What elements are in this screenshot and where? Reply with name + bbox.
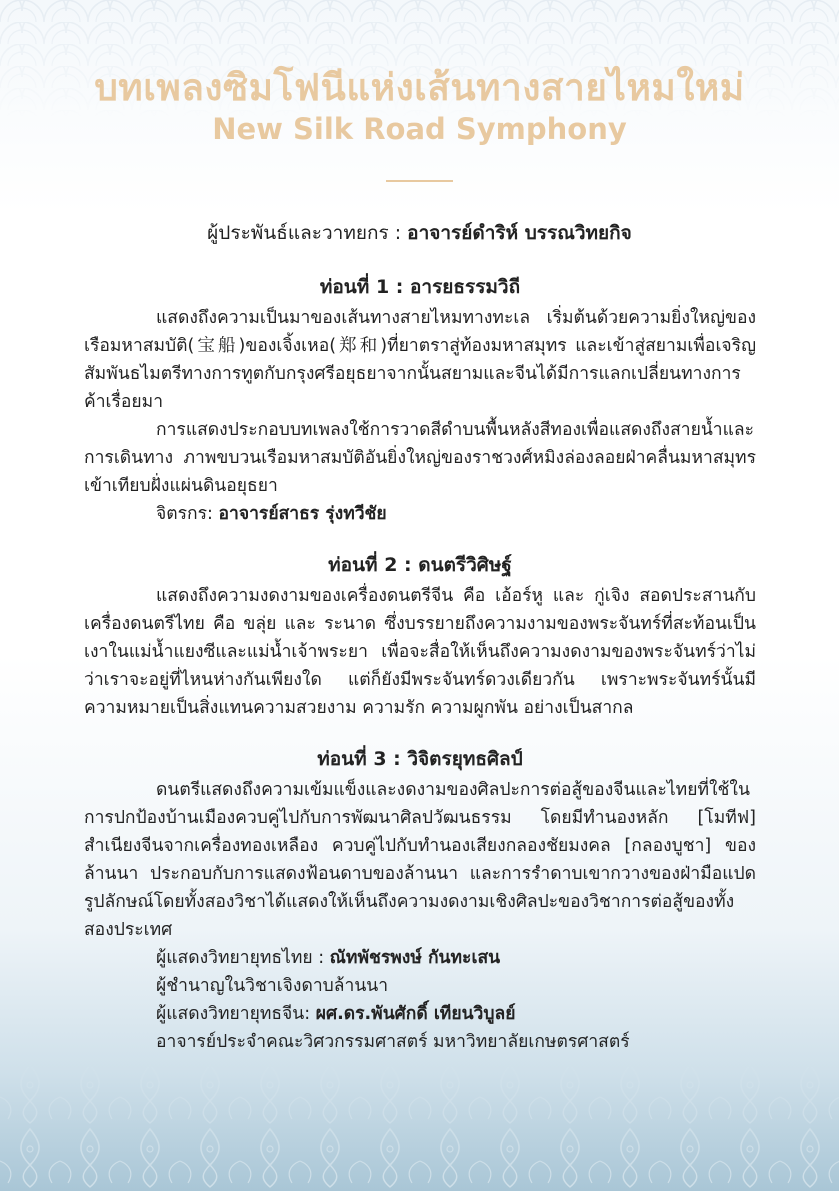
credit-name: ณัทพัชรพงษ์ กันทะเสน — [329, 948, 501, 968]
section-paragraph: ดนตรีแสดงถึงความเข้มแข็งและงดงามของศิลปะการต่อสู้ของจีนและไทยที่ใช้ในการปกป้องบ้านเมืองควบคู่ไปกับการพัฒนาศิลปวัฒนธรรม โดยมีทำนองหลัก [โมทีฟ] สำเนียงจีนจากเครื่องทองเหลือง ควบคู่ไปกับทำนองเสียงกลองชัยมงคล [กลองบูชา] ของล้านนา ประกอบกับการแสดงฟ้อนดาบของล้านนา และการรำดาบเขากวางของฝ่ามือแปดรูปลักษณ์โดยทั้งสองวิชาได้แสดงให้เห็นถึงความงดงามเชิงศิลปะของวิชาการต่อสู้ของทั้งสองประเทศ — [84, 780, 756, 940]
section-title: ท่อนที่ 2 : ดนตรีวิศิษฐ์ — [328, 554, 512, 576]
page-title-thai: บทเพลงซิมโฟนีแห่งเส้นทางสายไหมใหม่ — [94, 66, 745, 109]
section-title: ท่อนที่ 3 : วิจิตรยุทธศิลป์ — [317, 748, 523, 770]
thai-ornament-pattern-bottom — [0, 1061, 839, 1191]
page-title-english: New Silk Road Symphony — [212, 112, 627, 146]
credit-line — [84, 500, 756, 528]
credit-line — [84, 1028, 756, 1056]
section-title: ท่อนที่ 1 : อารยธรรมวิถี — [319, 276, 521, 298]
credit-label: ผู้ชำนาญในวิชาเจิงดาบล้านนา — [156, 976, 389, 996]
composer-label: ผู้ประพันธ์และวาทยกร : — [207, 222, 402, 244]
credit-label: จิตรกร: — [156, 504, 213, 524]
composer-name: อาจารย์ดำริห์ บรรณวิทยกิจ — [407, 222, 632, 244]
section-paragraph: การแสดงประกอบบทเพลงใช้การวาดสีดำบนพื้นหลังสีทองเพื่อแสดงถึงสายน้ำและการเดินทาง ภาพขบวนเรือมหาสมบัติอันยิ่งใหญ่ของราชวงศ์หมิงล่องลอยฝ่าคลื่นมหาสมุทรเข้าเทียบฝั่งแผ่นดินอยุธยา — [84, 420, 756, 496]
section-paragraph: แสดงถึงความเป็นมาของเส้นทางสายไหมทางทะเล เริ่มต้นด้วยความยิ่งใหญ่ของเรือมหาสมบัติ(宝船)ของเจิ้งเหอ(郑和)ที่ยาตราสู่ท้องมหาสมุทร และเข้าสู่สยามเพื่อเจริญสัมพันธไมตรีทางการทูตกับกรุงศรีอยุธยาจากนั้นสยามและจีนได้มีการแลกเปลี่ยนทางการค้าเรื่อยมา — [84, 308, 756, 412]
title-divider — [386, 180, 453, 182]
section-3 — [84, 742, 756, 1056]
credit-line — [84, 972, 756, 1000]
credit-name: ผศ.ดร.พันศักดิ์ เทียนวิบูลย์ — [315, 1004, 516, 1024]
credit-label: ผู้แสดงวิทยายุทธจีน: — [156, 1004, 311, 1024]
composer-line — [0, 218, 839, 248]
section-paragraph: แสดงถึงความงดงามของเครื่องดนตรีจีน คือ เอ้อร์หู และ กู่เจิง สอดประสานกับเครื่องดนตรีไทย คือ ขลุ่ย และ ระนาด ซึ่งบรรยายถึงความงามของพระจันทร์ที่สะท้อนเป็นเงาในแม่น้ำแยงซีและแม่น้ำเจ้าพระยา เพื่อจะสื่อให้เห็นถึงความงดงามของพระจันทร์ว่าไม่ว่าเราจะอยู่ที่ไหนห่างกันเพียงใด แต่ก็ยังมีพระจันทร์ดวงเดียวกัน เพราะพระจันทร์นั้นมีความหมายเป็นสิ่งแทนความสวยงาม ความรัก ความผูกพัน อย่างเป็นสากล — [84, 586, 756, 718]
section-1 — [84, 270, 756, 528]
credit-label: ผู้แสดงวิทยายุทธไทย : — [156, 948, 325, 968]
content — [84, 270, 756, 1056]
section-2 — [84, 548, 756, 722]
credit-label: อาจารย์ประจำคณะวิศวกรรมศาสตร์ มหาวิทยาลัยเกษตรศาสตร์ — [156, 1032, 630, 1052]
credit-line — [84, 944, 756, 972]
credit-line — [84, 1000, 756, 1028]
credit-name: อาจารย์สาธร รุ่งทวีชัย — [218, 504, 387, 524]
